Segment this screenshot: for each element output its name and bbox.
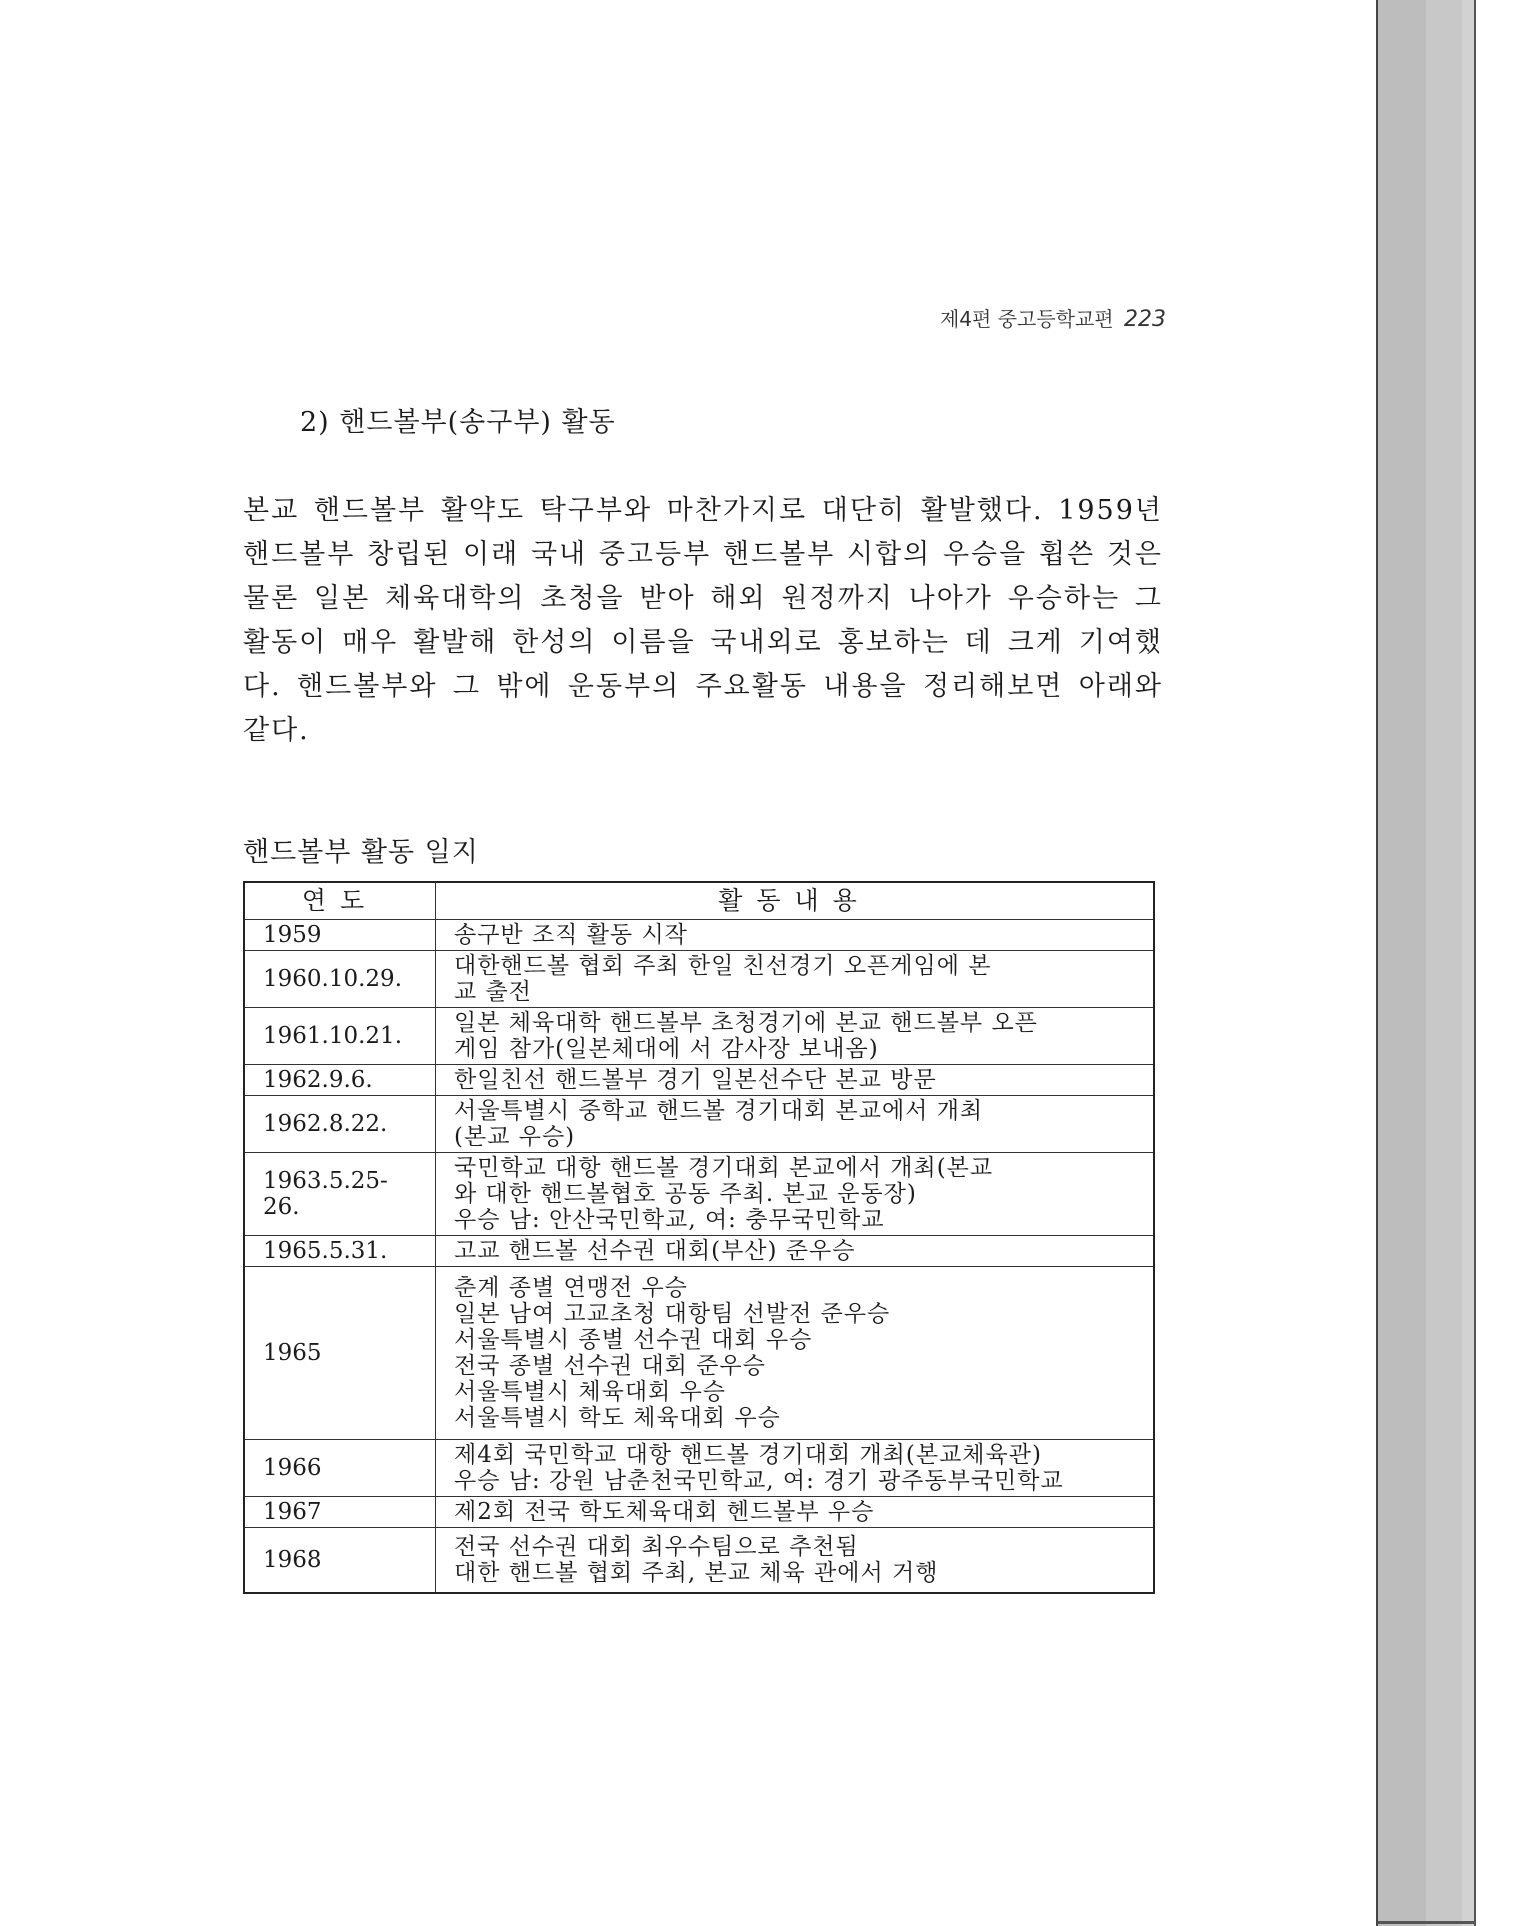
row-activity xyxy=(436,1096,1155,1153)
row-activity xyxy=(436,1008,1155,1065)
table-row xyxy=(244,1528,1154,1594)
row-activity xyxy=(436,1267,1155,1440)
running-head-text: 제4편 중고등학교편 xyxy=(939,307,1114,331)
row-year: 1961.10.21. xyxy=(244,1008,436,1065)
row-year: 1963.5.25-26. xyxy=(244,1153,436,1236)
table-row xyxy=(244,1008,1154,1065)
header-year: 연도 xyxy=(244,882,436,920)
activity-line: 국민학교 대항 핸드볼 경기대회 본교에서 개최(본교 xyxy=(454,1155,994,1181)
table-row xyxy=(244,1096,1154,1153)
page-number: 223 xyxy=(1124,307,1166,332)
activity-line: 서울특별시 종별 선수권 대회 우승 xyxy=(454,1327,813,1353)
table-row xyxy=(244,951,1154,1008)
table-row xyxy=(244,920,1154,951)
row-activity xyxy=(436,920,1155,951)
row-year: 1965 xyxy=(244,1267,436,1440)
activity-line: 대한 핸드볼 협회 주최, 본교 체육 관에서 거행 xyxy=(454,1560,939,1586)
activity-line: 전국 종별 선수권 대회 준우승 xyxy=(454,1353,766,1379)
row-year: 1962.8.22. xyxy=(244,1096,436,1153)
row-activity xyxy=(436,1153,1155,1236)
row-activity xyxy=(436,1528,1155,1594)
activity-line: 고교 핸드볼 선수권 대회(부산) 준우승 xyxy=(454,1238,856,1264)
row-activity xyxy=(436,1236,1155,1267)
table-row xyxy=(244,1440,1154,1497)
body-paragraph: 본교 핸드볼부 활약도 탁구부와 마찬가지로 대단히 활발했다. 1959년 핸드볼부 창립된 이래 국내 중고등부 핸드볼부 시합의 우승을 휩쓴 것은 물론 일본 체육대학의 초청을 받아 해외 원정까지 나아가 우승하는 그 활동이 매우 활발해 한성의 이름을 국내외로 홍보하는 데 크게 기여했다. 핸드볼부와 그 밖에 운동부의 주요활동 내용을 정리해보면 아래와 같다. xyxy=(243,495,1163,746)
section-title: 2) 핸드볼부(송구부) 활동 xyxy=(300,407,616,438)
row-activity xyxy=(436,951,1155,1008)
table-row xyxy=(244,1497,1154,1528)
row-year: 1960.10.29. xyxy=(244,951,436,1008)
activity-line: 서울특별시 중학교 핸드볼 경기대회 본교에서 개최 xyxy=(454,1098,984,1124)
activity-line: 우승 남: 강원 남춘천국민학교, 여: 경기 광주동부국민학교 xyxy=(454,1468,1064,1494)
row-year: 1966 xyxy=(244,1440,436,1497)
activity-line: 한일친선 핸드볼부 경기 일본선수단 본교 방문 xyxy=(454,1067,937,1093)
header-activity: 활동내용 xyxy=(436,882,1155,920)
activity-line: 대한핸드볼 협회 주최 한일 친선경기 오픈게임에 본 xyxy=(454,953,992,979)
table-row xyxy=(244,1065,1154,1096)
row-year: 1968 xyxy=(244,1528,436,1594)
activity-line: 춘계 종별 연맹전 우승 xyxy=(454,1275,688,1301)
row-year: 1959 xyxy=(244,920,436,951)
running-head xyxy=(900,303,1166,332)
row-activity xyxy=(436,1497,1155,1528)
row-activity xyxy=(436,1440,1155,1497)
row-year: 1967 xyxy=(244,1497,436,1528)
activity-log-table xyxy=(243,881,1155,1594)
table-row xyxy=(244,1153,1154,1236)
activity-line: 교 출전 xyxy=(454,979,532,1005)
row-activity xyxy=(436,1065,1155,1096)
activity-line: 제4회 국민학교 대항 핸드볼 경기대회 개최(본교체육관) xyxy=(454,1442,1042,1468)
activity-line: 일본 체육대학 핸드볼부 초청경기에 본교 핸드볼부 오픈 xyxy=(454,1010,1038,1036)
activity-line: 게임 참가(일본체대에 서 감사장 보내옴) xyxy=(454,1036,879,1062)
table-row xyxy=(244,1236,1154,1267)
row-year: 1965.5.31. xyxy=(244,1236,436,1267)
activity-line: 서울특별시 체육대회 우승 xyxy=(454,1379,727,1405)
activity-line: (본교 우승) xyxy=(454,1124,576,1150)
page-stack-edge xyxy=(1462,0,1476,1926)
table-header-row xyxy=(244,882,1154,920)
table-row xyxy=(244,1267,1154,1440)
page-stack-edge xyxy=(1378,0,1428,1926)
table-title: 핸드볼부 활동 일지 xyxy=(243,837,479,868)
page-stack-edge xyxy=(1426,0,1464,1926)
activity-line: 전국 선수권 대회 최우수팀으로 추천됨 xyxy=(454,1534,859,1560)
activity-line: 일본 남여 고교초청 대항팀 선발전 준우승 xyxy=(454,1301,891,1327)
activity-line: 제2회 전국 학도체육대회 헨드볼부 우승 xyxy=(454,1499,875,1525)
activity-line: 와 대한 핸드볼협호 공동 주최. 본교 운동장) xyxy=(454,1181,917,1207)
activity-line: 송구반 조직 활동 시작 xyxy=(454,922,688,948)
activity-line: 우승 남: 안산국민학교, 여: 충무국민학교 xyxy=(454,1207,885,1233)
activity-line: 서울특별시 학도 체육대회 우승 xyxy=(454,1405,781,1431)
row-year: 1962.9.6. xyxy=(244,1065,436,1096)
